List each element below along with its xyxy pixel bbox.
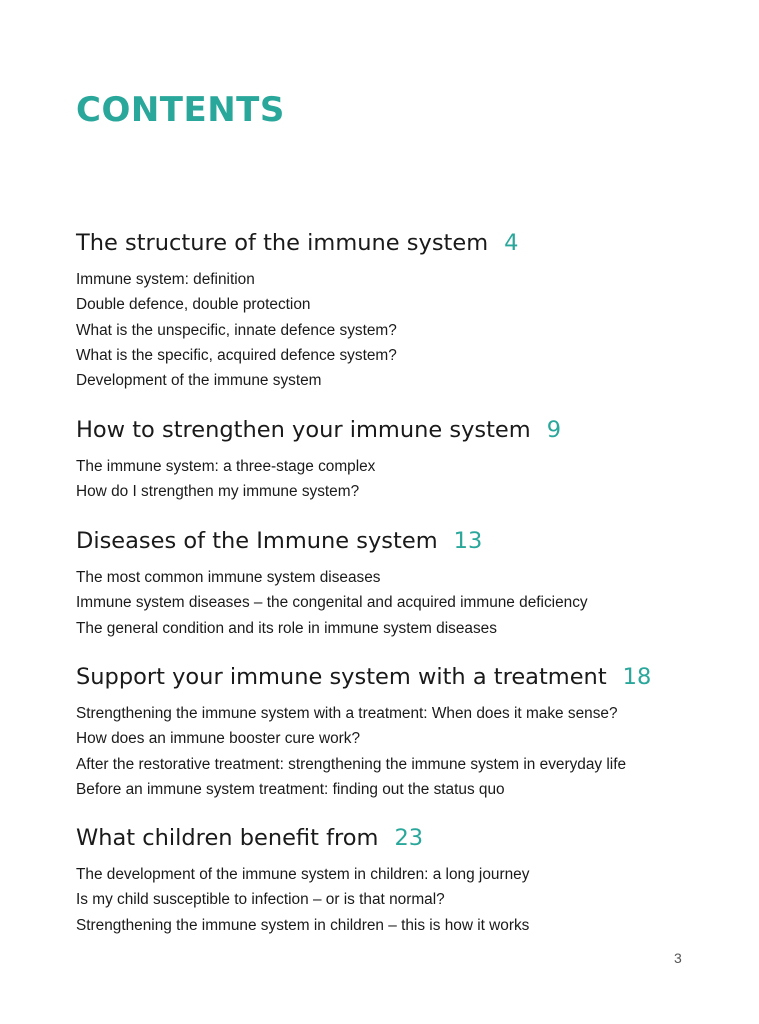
list-item[interactable]: What is the specific, acquired defence system? xyxy=(76,346,397,364)
list-item[interactable]: Development of the immune system xyxy=(76,372,322,390)
list-item[interactable]: The immune system: a three-stage complex xyxy=(76,458,376,475)
section-heading[interactable] xyxy=(76,415,716,445)
entry-list xyxy=(76,701,716,802)
toc-section-structure xyxy=(76,228,716,393)
section-heading[interactable] xyxy=(76,823,716,853)
entry-list xyxy=(76,454,716,505)
list-item[interactable]: Strengthening the immune system with a treatment: When does it make sense? xyxy=(76,705,618,722)
list-item[interactable]: How do I strengthen my immune system? xyxy=(76,483,360,501)
toc-section-strengthen xyxy=(76,415,716,505)
section-title: The structure of the immune system xyxy=(76,230,489,256)
section-page-number: 9 xyxy=(546,417,562,443)
section-page-number: 13 xyxy=(453,528,483,554)
entry-list xyxy=(76,267,716,393)
section-heading[interactable] xyxy=(76,526,716,556)
list-item[interactable]: What is the unspecific, innate defence system? xyxy=(76,321,397,339)
section-heading[interactable] xyxy=(76,228,716,258)
list-item[interactable]: The general condition and its role in immune system diseases xyxy=(76,619,497,637)
list-item[interactable]: Immune system: definition xyxy=(76,271,255,288)
list-item[interactable]: How does an immune booster cure work? xyxy=(76,730,361,748)
page-number: 3 xyxy=(674,950,682,966)
toc-section-treatment xyxy=(76,662,716,802)
section-title: How to strengthen your immune system xyxy=(76,417,531,443)
list-item[interactable]: Double defence, double protection xyxy=(76,296,311,314)
section-page-number: 23 xyxy=(394,825,424,851)
section-heading[interactable] xyxy=(76,662,716,692)
list-item[interactable]: The most common immune system diseases xyxy=(76,569,381,586)
page-title: CONTENTS xyxy=(76,90,285,130)
section-title: Support your immune system with a treatment xyxy=(76,664,607,690)
section-page-number: 4 xyxy=(504,230,519,256)
list-item[interactable]: Is my child susceptible to infection – or is that normal? xyxy=(76,891,445,909)
section-title: What children benefit from xyxy=(76,825,379,851)
list-item[interactable]: After the restorative treatment: strengthening the immune system in everyday life xyxy=(76,755,627,773)
list-item[interactable]: The development of the immune system in children: a long journey xyxy=(76,866,530,883)
entry-list xyxy=(76,565,716,641)
list-item[interactable]: Before an immune system treatment: finding out the status quo xyxy=(76,780,505,798)
toc-section-children xyxy=(76,823,716,938)
toc-section-diseases xyxy=(76,526,716,641)
entry-list xyxy=(76,862,716,938)
list-item[interactable]: Strengthening the immune system in children – this is how it works xyxy=(76,916,530,934)
section-title: Diseases of the Immune system xyxy=(76,528,438,554)
list-item[interactable]: Immune system diseases – the congenital and acquired immune deficiency xyxy=(76,594,588,612)
section-page-number: 18 xyxy=(622,664,652,690)
